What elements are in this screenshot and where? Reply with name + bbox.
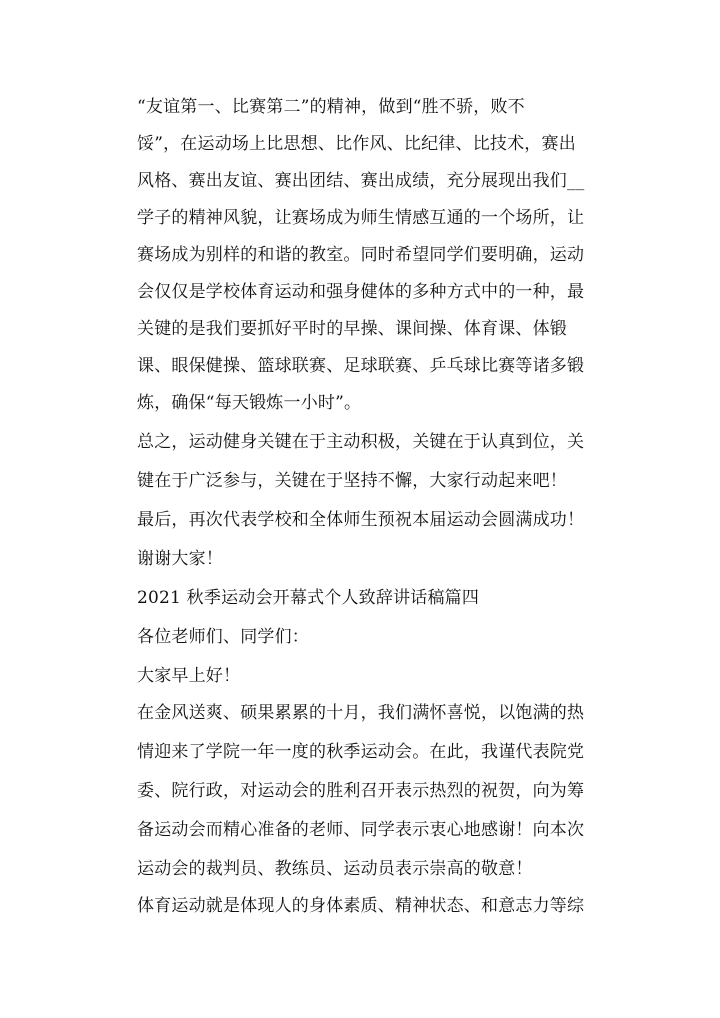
- text-line: 学子的精神风貌，让赛场成为师生情感互通的一个场所，让: [137, 208, 585, 228]
- text-line: 键在于广泛参与，关键在于坚持不懈，大家行动起来吧！: [137, 471, 567, 491]
- text-line: 各位老师们、同学们：: [137, 627, 309, 647]
- text-line: 委、院行政，对运动会的胜利召开表示热烈的祝贺，向为筹: [137, 781, 585, 801]
- text-line: 大家早上好！: [137, 666, 241, 686]
- text-line: 最后，再次代表学校和全体师生预祝本届运动会圆满成功！: [137, 510, 585, 530]
- text-line: 课、眼保健操、篮球联赛、足球联赛、乒乓球比赛等诸多锻: [137, 356, 585, 376]
- text-line: 炼，确保“每天锻炼一小时”。: [137, 393, 362, 413]
- text-line: 总之，运动健身关键在于主动积极，关键在于认真到位，关: [137, 432, 585, 452]
- text-line: 风格、赛出友谊、赛出团结、赛出成绩，充分展现出我们__: [137, 171, 585, 191]
- text-line: 赛场成为别样的和谐的教室。同时希望同学们要明确，运动: [137, 245, 585, 265]
- text-line: 谢谢大家！: [137, 549, 223, 569]
- text-line: 会仅仅是学校体育运动和强身健体的多种方式中的一种，最: [137, 282, 585, 302]
- text-line: “友谊第一、比赛第二”的精神，做到“胜不骄，败不: [137, 97, 525, 117]
- text-line: 在金风送爽、硕果累累的十月，我们满怀喜悦，以饱满的热: [137, 703, 585, 723]
- text-line: 情迎来了学院一年一度的秋季运动会。在此，我谨代表院党: [137, 742, 585, 762]
- text-line: 馁”，在运动场上比思想、比作风、比纪律、比技术，赛出: [137, 134, 576, 154]
- text-line: 体育运动就是体现人的身体素质、精神状态、和意志力等综: [137, 896, 585, 916]
- text-line: 关键的是我们要抓好平时的早操、课间操、体育课、体锻: [137, 319, 567, 339]
- section-heading: 2021 秋季运动会开幕式个人致辞讲话稿篇四: [137, 588, 480, 608]
- text-line: 备运动会而精心准备的老师、同学表示衷心地感谢！向本次: [137, 820, 585, 840]
- text-line: 运动会的裁判员、教练员、运动员表示崇高的敬意！: [137, 859, 533, 879]
